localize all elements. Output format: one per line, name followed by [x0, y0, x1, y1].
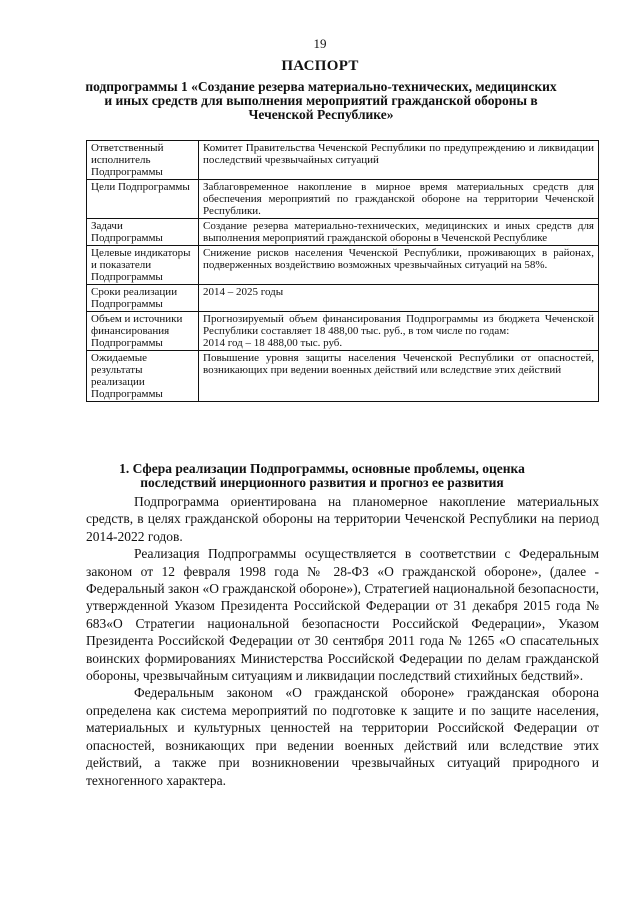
row-value: Повышение уровня защиты населения Чеченской Республики от опасностей, возникающих при ведении военных действий или вследствие этих действий — [199, 351, 599, 402]
page-number: 19 — [313, 36, 327, 51]
paragraph: Реализация Подпрограммы осуществляется в соответствии с Федеральным законом от 12 февраля 1998 года № 28-ФЗ «О гражданской обороне», (далее - Федеральный закон «О гражданской обороне»), Стратегией национальной безопасности, утвержденной Указом Президента Российской Федерации от 31 декабря 2015 года № 683«О Стратегии национальной безопасности Российской Федерации», Указом Президента Российской Федерации от 30 сентября 2011 года № 1265 «О спасательных воинских формированиях Министерства Российской Федерации по делам гражданской обороны, чрезвычайным ситуациям и ликвидации последствий стихийных бедствий». — [86, 546, 600, 684]
body-text — [86, 493, 599, 789]
section-heading: 1. Сфера реализации Подпрограммы, основные проблемы, оценка последствий инерционного развития и прогноз ее развития — [119, 461, 525, 490]
row-value: Создание резерва материально-технических, медицинских и иных средств для выполнения мероприятий гражданской обороны в Чеченской Республике — [199, 219, 599, 246]
row-label: Цели Подпрограммы — [87, 180, 199, 219]
row-value-cell — [199, 312, 599, 351]
table-row — [87, 351, 599, 402]
row-label: Ожидаемые результаты реализации Подпрограммы — [87, 351, 199, 402]
paragraph: Подпрограмма ориентирована на планомерное накопление материальных средств, в целях гражданской обороны на территории Чеченской Республики на период 2014-2022 годов. — [86, 494, 599, 544]
table-row — [87, 141, 599, 180]
passport-table — [86, 140, 599, 402]
row-value: 2014 – 2025 годы — [199, 285, 599, 312]
row-value: Прогнозируемый объем финансирования Подпрограммы из бюджета Чеченской Республики составляет 18 488,00 тыс. руб., в том числе по годам: — [203, 313, 594, 337]
row-value: Заблаговременное накопление в мирное время материальных средств для обеспечения мероприятий по гражданской обороне на территории Чеченской Республики. — [199, 180, 599, 219]
document-subtitle: подпрограммы 1 «Создание резерва материально-технических, медицинских и иных средств для выполнения мероприятий гражданской обороны в Чеченской Республике» — [85, 79, 557, 122]
row-value: Комитет Правительства Чеченской Республики по предупреждению и ликвидации последствий чрезвычайных ситуаций — [199, 141, 599, 180]
row-label: Объем и источники финансирования Подпрограммы — [87, 312, 199, 351]
table-row — [87, 285, 599, 312]
row-label: Задачи Подпрограммы — [87, 219, 199, 246]
row-label: Ответственный исполнитель Подпрограммы — [87, 141, 199, 180]
table-row — [87, 219, 599, 246]
funding-by-year: 2014 год – 18 488,00 тыс. руб. — [203, 337, 343, 349]
document-title: ПАСПОРТ — [281, 58, 359, 74]
table-row — [87, 246, 599, 285]
row-value: Снижение рисков населения Чеченской Республики, проживающих в районах, подверженных воздействию возможных чрезвычайных ситуаций на 58%. — [199, 246, 599, 285]
table-row — [87, 180, 599, 219]
row-label: Целевые индикаторы и показатели Подпрограммы — [87, 246, 199, 285]
paragraph: Федеральным законом «О гражданской обороне» гражданская оборона определена как система мероприятий по подготовке к защите и по защите населения, материальных и культурных ценностей на территории Российской Федерации от опасностей, возникающих при ведении военных действий или вследствие этих действий, а также при возникновении чрезвычайных ситуаций природного и техногенного характера. — [86, 685, 599, 788]
row-label: Сроки реализации Подпрограммы — [87, 285, 199, 312]
table-row — [87, 312, 599, 351]
